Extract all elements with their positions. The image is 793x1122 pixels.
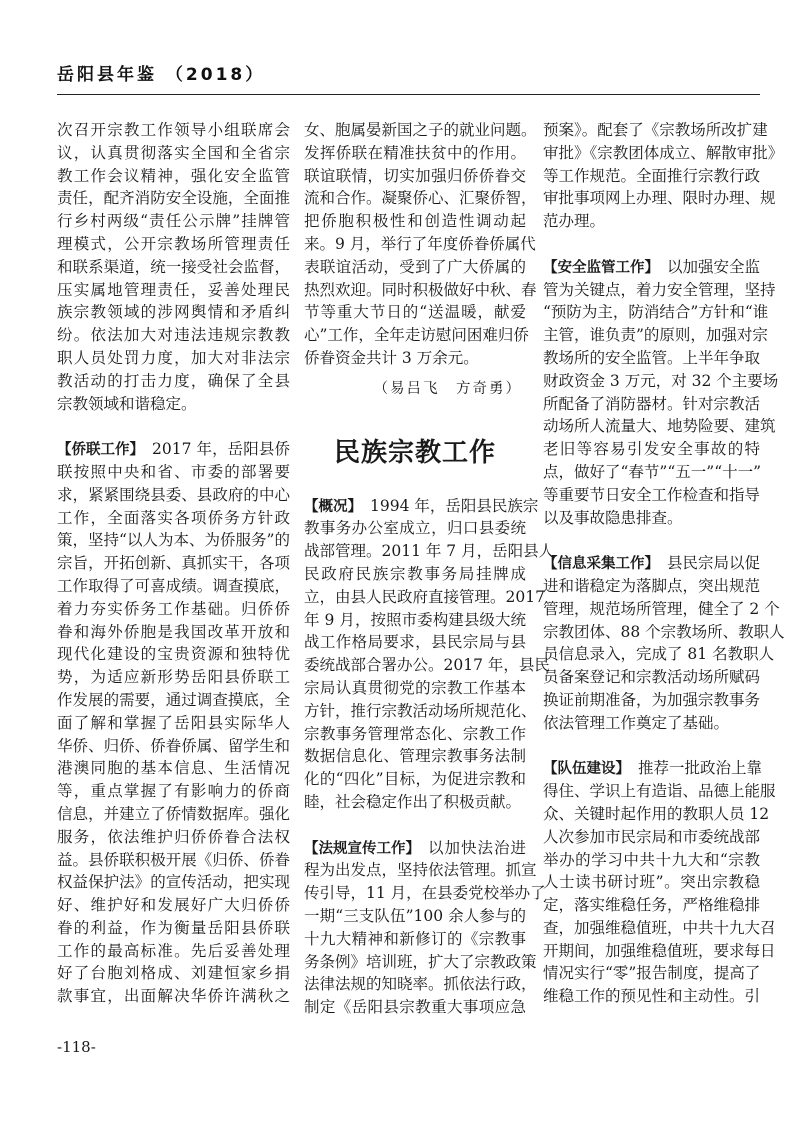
line-text: 审批》《宗教团体成立、解散审批》 [543, 143, 784, 162]
line-text: 宗局认真贯彻党的宗教工作基本 [304, 678, 526, 697]
line-text: 行乡村两级“责任公示牌”挂牌管 [57, 212, 290, 231]
text-line [543, 803, 770, 826]
text-line [57, 119, 290, 142]
line-text: 进和谐稳定为落脚点，突出规范 [543, 576, 761, 595]
line-text: 把侨胞积极性和创造性调动起 [304, 212, 526, 231]
line-text: 法律法规的知晓率。抓依法行政， [304, 975, 537, 994]
text-line [543, 210, 760, 233]
line-text: 宗教领域和谐稳定。 [57, 394, 197, 413]
line-text: 益。县侨联积极开展《归侨、侨眷 [57, 850, 290, 869]
text-line [304, 187, 537, 210]
paragraph-heading: 【侨联工作】 [57, 442, 144, 459]
line-text: 等，重点掌握了有影响力的侨商 [57, 782, 290, 801]
paragraph [543, 119, 784, 233]
line-text: 点，做好了“春节”“五一”“十一” [543, 462, 762, 481]
text-line [304, 347, 526, 370]
line-text: 工作的最高标准。先后妥善处理 [57, 941, 290, 960]
text-line [543, 415, 776, 438]
text-line [57, 917, 290, 940]
text-line [543, 119, 768, 142]
text-line [543, 780, 776, 803]
line-text: 年 9 月，按照市委构建县级大统 [304, 610, 526, 629]
text-line [543, 689, 760, 712]
text-line [543, 826, 760, 849]
text-line [57, 165, 290, 188]
text-line [57, 598, 290, 621]
text-line [304, 768, 526, 791]
text-line [57, 826, 290, 849]
section-title: 民族宗教工作 [333, 437, 496, 468]
line-text: 管为关键点，着力安全管理，坚持 [543, 280, 776, 299]
text-line [543, 142, 784, 165]
line-text: 求，紧紧围绕县委、县政府的中心 [57, 485, 290, 504]
line-text: 审批事项网上办理、限时办理、规 [543, 189, 776, 208]
line-text: 员信息录入，完成了 81 名教职人 [543, 645, 775, 664]
paragraph-heading: 【队伍建设】 [543, 761, 630, 778]
line-text: 以加快法治进 [428, 838, 526, 857]
text-line [543, 393, 760, 416]
line-text: 宗教事务管理常态化、宗教工作 [304, 724, 526, 743]
line-text: 纷。依法加大对违法违规宗教教 [57, 326, 290, 345]
line-text: 定，落实维稳任务，严格维稳排 [543, 896, 761, 915]
paragraph [304, 495, 555, 814]
text-line [543, 712, 760, 735]
line-text: 教场所的安全监管。上半年争取 [543, 348, 761, 367]
text-line [543, 347, 760, 370]
text-line [304, 837, 526, 860]
line-text: 表联谊活动，受到了广大侨属的 [304, 257, 526, 276]
line-text: 程为出发点，坚持依法管理。抓宣 [304, 861, 537, 880]
line-text: 压实属地管理责任，妥善处理民 [57, 280, 290, 299]
text-line [304, 882, 546, 905]
line-text: 华侨、归侨、侨眷侨属、留学生和 [57, 736, 290, 755]
line-text: 联按照中央和省、市委的部署要 [57, 462, 290, 481]
line-text: 制定《岳阳县宗教重大事项应急 [304, 998, 526, 1017]
text-line [304, 973, 537, 996]
line-text: 化的“四化”目标，为促进宗教和 [304, 770, 526, 789]
text-line [57, 301, 290, 324]
text-line [57, 940, 290, 963]
author-credit: （易吕飞 方奇勇） [373, 380, 522, 397]
header-rule [57, 94, 760, 95]
text-line [304, 233, 536, 256]
line-text: 宗旨，开拓创新、真抓实干，各项 [57, 554, 290, 573]
line-text: 好了台胞刘格成、刘建恒家乡捐 [57, 964, 290, 983]
text-line [543, 370, 779, 393]
line-text: 发挥侨联在精准扶贫中的作用。 [304, 143, 526, 162]
text-line [57, 849, 290, 872]
line-text: 县民宗局以促 [667, 554, 761, 573]
line-text: 数据信息化、管理宗教事务法制 [304, 747, 526, 766]
line-text: 工作，全面落实各项侨务方针政 [57, 508, 290, 527]
text-line [57, 689, 290, 712]
line-text: 范办理。 [543, 212, 606, 231]
line-text: 查，加强维稳值班，中共十九大召 [543, 918, 776, 937]
paragraph-heading: 【信息采集工作】 [543, 556, 659, 573]
text-line [57, 621, 290, 644]
text-line [304, 905, 526, 928]
text-line [304, 119, 537, 142]
text-line [543, 165, 760, 188]
line-text: 依法管理工作奠定了基础。 [543, 713, 730, 732]
line-text: 换证前期准备，为加强宗教事务 [543, 690, 761, 709]
text-line [57, 735, 290, 758]
text-line [304, 256, 526, 279]
text-line [57, 780, 290, 803]
line-text: 方针，推行宗教活动场所规范化、 [304, 701, 537, 720]
text-line [543, 666, 760, 689]
text-line [57, 507, 290, 530]
text-line [57, 666, 290, 689]
line-text: 职人员处罚力度，加大对非法宗 [57, 348, 290, 367]
text-line [304, 495, 539, 518]
line-text: 好、维护好和发展好广大归侨侨 [57, 896, 290, 915]
text-line [304, 540, 555, 563]
text-line [304, 677, 526, 700]
line-text: 港澳同胞的基本信息、生活情况 [57, 759, 290, 778]
paragraph [57, 438, 290, 1008]
text-line [543, 552, 760, 575]
line-text: 女、胞属晏新国之子的就业问题。 [304, 121, 537, 139]
text-line [304, 165, 526, 188]
text-line [57, 438, 290, 461]
text-line [57, 712, 290, 735]
line-text: 战工作格局要求，县民宗局与县 [304, 633, 526, 652]
line-text: 款事宜，出面解决华侨许满秋之 [57, 987, 290, 1006]
text-line [304, 654, 550, 677]
line-text: 信息，并建立了侨情数据库。强化 [57, 804, 290, 823]
text-line [304, 517, 526, 540]
line-text: 传引导，11 月，在县委党校举办了 [304, 884, 546, 903]
line-text: 权益保护法》的宣传活动，把实现 [57, 873, 290, 892]
text-line [543, 256, 760, 279]
text-line [57, 187, 290, 210]
line-text: 战部管理。2011 年 7 月，岳阳县人 [304, 542, 555, 561]
line-text: 得住、学识上有造诣、品德上能服 [543, 782, 776, 801]
line-text: 等工作规范。全面推行宗教行政 [543, 166, 761, 185]
text-line [543, 575, 760, 598]
text-line [543, 621, 785, 644]
line-text: 1994 年，岳阳县民族宗 [370, 496, 539, 515]
text-line [304, 928, 526, 951]
text-line [57, 347, 290, 370]
text-line [543, 940, 776, 963]
line-text: 教工作会议精神，强化安全监管 [57, 166, 290, 185]
text-line [57, 461, 290, 484]
paragraph-heading: 【法规宣传工作】 [304, 840, 420, 857]
paragraph [543, 256, 779, 530]
text-line [543, 324, 768, 347]
text-line [543, 301, 769, 324]
text-line [304, 700, 537, 723]
text-line [304, 859, 537, 882]
text-line [543, 871, 760, 894]
line-text: 开期间，加强维稳值班，要求每日 [543, 941, 776, 960]
line-text: 服务，依法维护归侨侨眷合法权 [57, 827, 290, 846]
text-line [304, 951, 537, 974]
line-text: 维稳工作的预见性和主动性。引 [543, 987, 761, 1006]
line-text: 工作取得了可喜成绩。调查摸底， [57, 576, 290, 595]
line-text: 作发展的需要，通过调查摸底，全 [57, 690, 290, 709]
line-text: 联谊联情，切实加强归侨侨眷交 [304, 166, 526, 185]
text-line [57, 985, 290, 1008]
line-text: 眷和海外侨胞是我国改革开放和 [57, 622, 290, 641]
line-text: 面了解和掌握了岳阳县实际华人 [57, 713, 290, 732]
line-text: 动场所人流量大、地势险要、建筑 [543, 417, 776, 436]
text-line [304, 745, 526, 768]
line-text: “预防为主，防消结合”方针和“谁 [543, 303, 769, 322]
text-line [304, 586, 545, 609]
paragraph [304, 837, 546, 1019]
line-text: 预案》。配套了《宗教场所改扩建 [543, 121, 768, 139]
line-text: 议，认真贯彻落实全国和全省宗 [57, 143, 290, 162]
text-line [304, 609, 526, 632]
text-line [543, 849, 760, 872]
line-text: 等重要节日安全工作检查和指导 [543, 485, 761, 504]
line-text: 推荐一批政治上靠 [638, 759, 763, 778]
text-line [57, 256, 290, 279]
text-line [543, 917, 776, 940]
line-text: 人次参加市民宗局和市委统战部 [543, 827, 761, 846]
text-line [304, 279, 537, 302]
text-line [57, 529, 290, 552]
text-line [57, 871, 290, 894]
line-text: 一期“三支队伍”100 余人参与的 [304, 906, 526, 925]
line-text: 流和合作。凝聚侨心、汇聚侨智， [304, 189, 537, 208]
line-text: 2017 年，岳阳县侨 [152, 440, 290, 459]
line-text: 务条例》培训班，扩大了宗教政策 [304, 952, 537, 971]
running-header: 岳阳县年鉴 （2018） [57, 65, 266, 85]
text-line [543, 985, 760, 1008]
text-line [57, 210, 290, 233]
line-text: 人士读书研讨班”。突出宗教稳 [543, 873, 760, 892]
line-text: 现代化建设的宝贵资源和独特优 [57, 645, 290, 664]
text-line [57, 142, 290, 165]
text-line [304, 563, 526, 586]
line-text: 睦，社会稳定作出了积极贡献。 [304, 792, 522, 811]
text-line [57, 324, 290, 347]
text-line [57, 643, 290, 666]
line-text: 教事务办公室成立，归口县委统 [304, 519, 526, 538]
line-text: 心”工作，全年走访慰问困难归侨 [304, 326, 529, 345]
text-line [543, 894, 760, 917]
column-2 [304, 119, 555, 1042]
line-text: 情况实行“零”报告制度，提高了 [543, 964, 761, 983]
text-line [304, 791, 526, 814]
column-1 [57, 119, 290, 1031]
text-line [543, 461, 760, 484]
text-line [304, 324, 529, 347]
line-text: 主管，谁负责”的原则，加强对宗 [543, 326, 768, 345]
line-text: 策，坚持“以人为本、为侨服务”的 [57, 531, 290, 550]
line-text: 财政资金 3 万元，对 32 个主要场 [543, 371, 779, 390]
line-text: 侨眷资金共计 3 万余元。 [304, 348, 479, 367]
text-line [543, 484, 760, 507]
text-line [543, 757, 763, 780]
line-text: 举办的学习中共十九大和“宗教 [543, 850, 760, 869]
text-line [304, 723, 526, 746]
text-line [57, 757, 290, 780]
line-text: 委统战部合署办公。2017 年，县民 [304, 656, 550, 675]
line-text: 所配备了消防器材。针对宗教活 [543, 394, 761, 413]
text-line [304, 301, 526, 324]
line-text: 势，为适应新形势岳阳县侨联工 [57, 668, 290, 687]
text-line [304, 210, 526, 233]
line-text: 众、关键时起作用的教职人员 12 [543, 804, 770, 823]
text-line [543, 962, 760, 985]
line-text: 十九大精神和新修订的《宗教事 [304, 929, 526, 948]
column-3 [543, 119, 785, 1031]
text-line [57, 552, 290, 575]
text-line [543, 187, 776, 210]
line-text: 次召开宗教工作领导小组联席会 [57, 121, 290, 139]
text-line [57, 962, 290, 985]
text-line [57, 233, 290, 256]
line-text: 理模式，公开宗教场所管理责任 [57, 234, 290, 253]
line-text: 立，由县人民政府直接管理。2017 [304, 587, 545, 606]
line-text: 眷的利益，作为衡量岳阳县侨联 [57, 918, 290, 937]
text-line [57, 803, 290, 826]
paragraph [304, 119, 537, 370]
paragraph-heading: 【概况】 [304, 498, 362, 515]
line-text: 族宗教领域的涉网舆情和矛盾纠 [57, 303, 290, 322]
text-line [543, 598, 780, 621]
text-line [543, 279, 776, 302]
line-text: 以及事故隐患排查。 [543, 508, 683, 527]
line-text: 来。9 月，举行了年度侨眷侨属代 [304, 234, 536, 253]
line-text: 热烈欢迎。同时积极做好中秋、春 [304, 280, 537, 299]
text-line [57, 370, 290, 393]
text-line [57, 484, 290, 507]
paragraph [57, 119, 290, 415]
line-text: 节等重大节日的“送温暖，献爱 [304, 303, 526, 322]
line-text: 以加强安全监 [667, 257, 761, 276]
paragraph [543, 757, 776, 1008]
line-text: 和联系渠道，统一接受社会监督， [57, 257, 290, 276]
paragraph-heading: 【安全监管工作】 [543, 259, 659, 276]
line-text: 老旧等容易引发安全事故的特 [543, 440, 760, 459]
text-line [57, 279, 290, 302]
line-text: 教活动的打击力度，确保了全县 [57, 371, 290, 390]
page-number: -118- [57, 1038, 96, 1056]
text-line [304, 142, 526, 165]
text-line [57, 575, 290, 598]
line-text: 员备案登记和宗教活动场所赋码 [543, 668, 761, 687]
text-line [543, 507, 760, 530]
text-line [57, 894, 290, 917]
text-line [543, 438, 760, 461]
line-text: 管理，规范场所管理，健全了 2 个 [543, 599, 780, 618]
line-text: 宗教团体、88 个宗教场所、教职人 [543, 622, 785, 641]
paragraph [543, 552, 785, 734]
line-text: 民政府民族宗教事务局挂牌成 [304, 564, 526, 583]
line-text: 着力夯实侨务工作基础。归侨侨 [57, 599, 290, 618]
text-line [543, 643, 775, 666]
text-line [304, 996, 526, 1019]
text-line [304, 631, 526, 654]
line-text: 责任，配齐消防安全设施，全面推 [57, 189, 290, 208]
text-line [57, 393, 290, 416]
